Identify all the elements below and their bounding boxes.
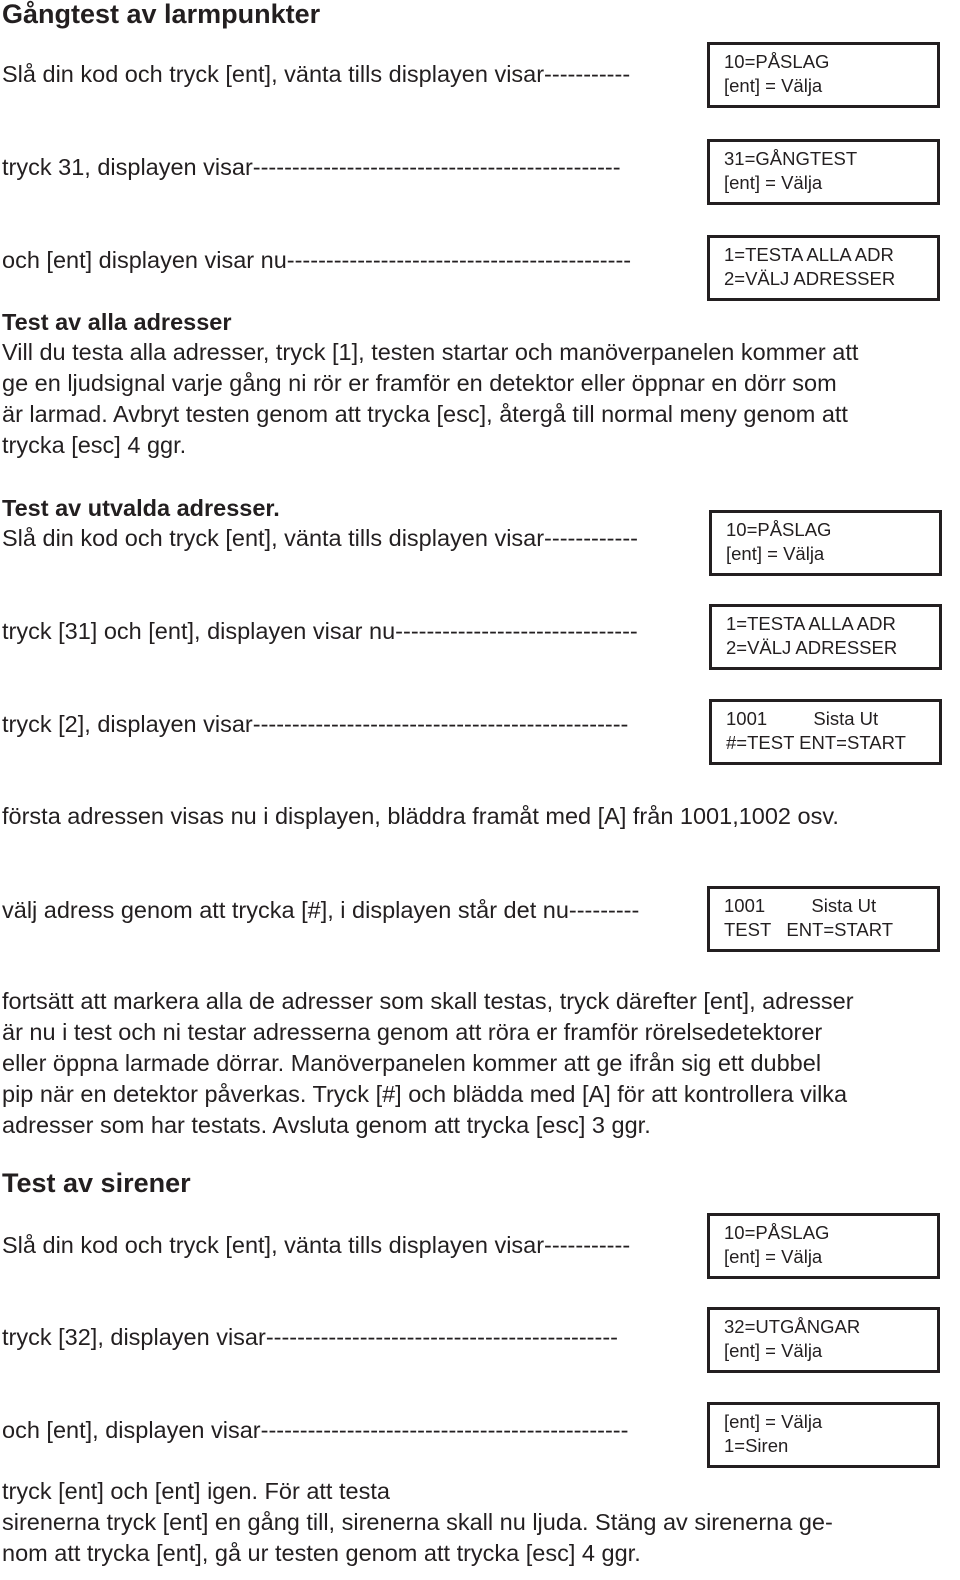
paragraph-line: ge en ljudsignal varje gång ni rör er framför en detektor eller öppnar en dörr som — [2, 370, 837, 396]
step-text: och [ent] displayen visar nu-------------------------------------------- — [2, 247, 632, 273]
display-line: 10=PÅSLAG — [726, 519, 832, 540]
paragraph-line: trycka [esc] 4 ggr. — [2, 432, 187, 458]
display-box — [707, 139, 940, 205]
step-text: Slå din kod och tryck [ent], vänta tills displayen visar----------- — [2, 61, 631, 87]
display-line: 31=GÅNGTEST — [724, 148, 858, 169]
paragraph-line: nom att trycka [ent], gå ur testen genom att trycka [esc] 4 ggr. — [2, 1540, 641, 1566]
note-text: första adressen visas nu i displayen, bläddra framåt med [A] från 1001,1002 osv. — [2, 803, 839, 829]
paragraph-line: tryck [ent] och [ent] igen. För att testa — [2, 1478, 390, 1504]
display-line: 2=VÄLJ ADRESSER — [726, 637, 898, 658]
step-text: välj adress genom att trycka [#], i displayen står det nu--------- — [2, 897, 640, 923]
step-text: och [ent], displayen visar----------------------------------------------- — [2, 1417, 629, 1443]
display-box — [707, 1307, 940, 1373]
display-box — [709, 510, 942, 576]
paragraph — [2, 1476, 833, 1569]
paragraph-line: sirenerna tryck [ent] en gång till, sirenerna skall nu ljuda. Stäng av sirenerna ge- — [2, 1509, 833, 1535]
display-box — [707, 1213, 940, 1279]
display-line: #=TEST ENT=START — [726, 732, 906, 753]
section-heading: Test av alla adresser — [2, 309, 232, 335]
display-box — [707, 42, 940, 108]
paragraph — [2, 986, 854, 1141]
display-line: [ent] = Välja — [724, 172, 823, 193]
display-box — [707, 886, 940, 952]
display-line: [ent] = Välja — [724, 75, 823, 96]
display-line: 1=TESTA ALLA ADR — [724, 244, 894, 265]
step-text: tryck [32], displayen visar--------------------------------------------- — [2, 1324, 618, 1350]
display-line: 1=Siren — [724, 1435, 789, 1456]
section-heading: Test av utvalda adresser. — [2, 495, 280, 521]
display-box — [707, 235, 940, 301]
step-text: tryck 31, displayen visar----------------------------------------------- — [2, 154, 621, 180]
display-line: [ent] = Välja — [726, 543, 825, 564]
display-line: 2=VÄLJ ADRESSER — [724, 268, 896, 289]
step-text: tryck [2], displayen visar------------------------------------------------ — [2, 711, 629, 737]
section-heading: Test av sirener — [2, 1168, 191, 1198]
display-box — [709, 699, 942, 765]
paragraph-line: adresser som har testats. Avsluta genom att trycka [esc] 3 ggr. — [2, 1112, 651, 1138]
step-text: tryck [31] och [ent], displayen visar nu------------------------------- — [2, 618, 638, 644]
display-line: [ent] = Välja — [724, 1411, 823, 1432]
display-line: 1=TESTA ALLA ADR — [726, 613, 896, 634]
display-line: TEST ENT=START — [724, 919, 894, 940]
paragraph-line: är nu i test och ni testar adresserna genom att röra er framför rörelsedetektorer — [2, 1019, 823, 1045]
display-box — [709, 604, 942, 670]
paragraph-line: eller öppna larmade dörrar. Manöverpanelen kommer att ge ifrån sig ett dubbel — [2, 1050, 822, 1076]
paragraph-line: fortsätt att markera alla de adresser som skall testas, tryck därefter [ent], adresser — [2, 988, 854, 1014]
display-line: 1001 Sista Ut — [726, 708, 879, 729]
page-title: Gångtest av larmpunkter — [2, 0, 321, 29]
display-line: 10=PÅSLAG — [724, 51, 830, 72]
display-line: [ent] = Välja — [724, 1340, 823, 1361]
display-line: 32=UTGÅNGAR — [724, 1316, 861, 1337]
paragraph-line: är larmad. Avbryt testen genom att trycka [esc], återgå till normal meny genom att — [2, 401, 848, 427]
paragraph-line: Vill du testa alla adresser, tryck [1], testen startar och manöverpanelen kommer att — [2, 339, 859, 365]
display-line: [ent] = Välja — [724, 1246, 823, 1267]
display-box — [707, 1402, 940, 1468]
paragraph — [2, 337, 858, 461]
display-line: 1001 Sista Ut — [724, 895, 877, 916]
paragraph-line: pip när en detektor påverkas. Tryck [#] och blädda med [A] för att kontrollera vilka — [2, 1081, 848, 1107]
display-line: 10=PÅSLAG — [724, 1222, 830, 1243]
step-text: Slå din kod och tryck [ent], vänta tills displayen visar----------- — [2, 1232, 631, 1258]
step-text: Slå din kod och tryck [ent], vänta tills displayen visar------------ — [2, 525, 638, 551]
